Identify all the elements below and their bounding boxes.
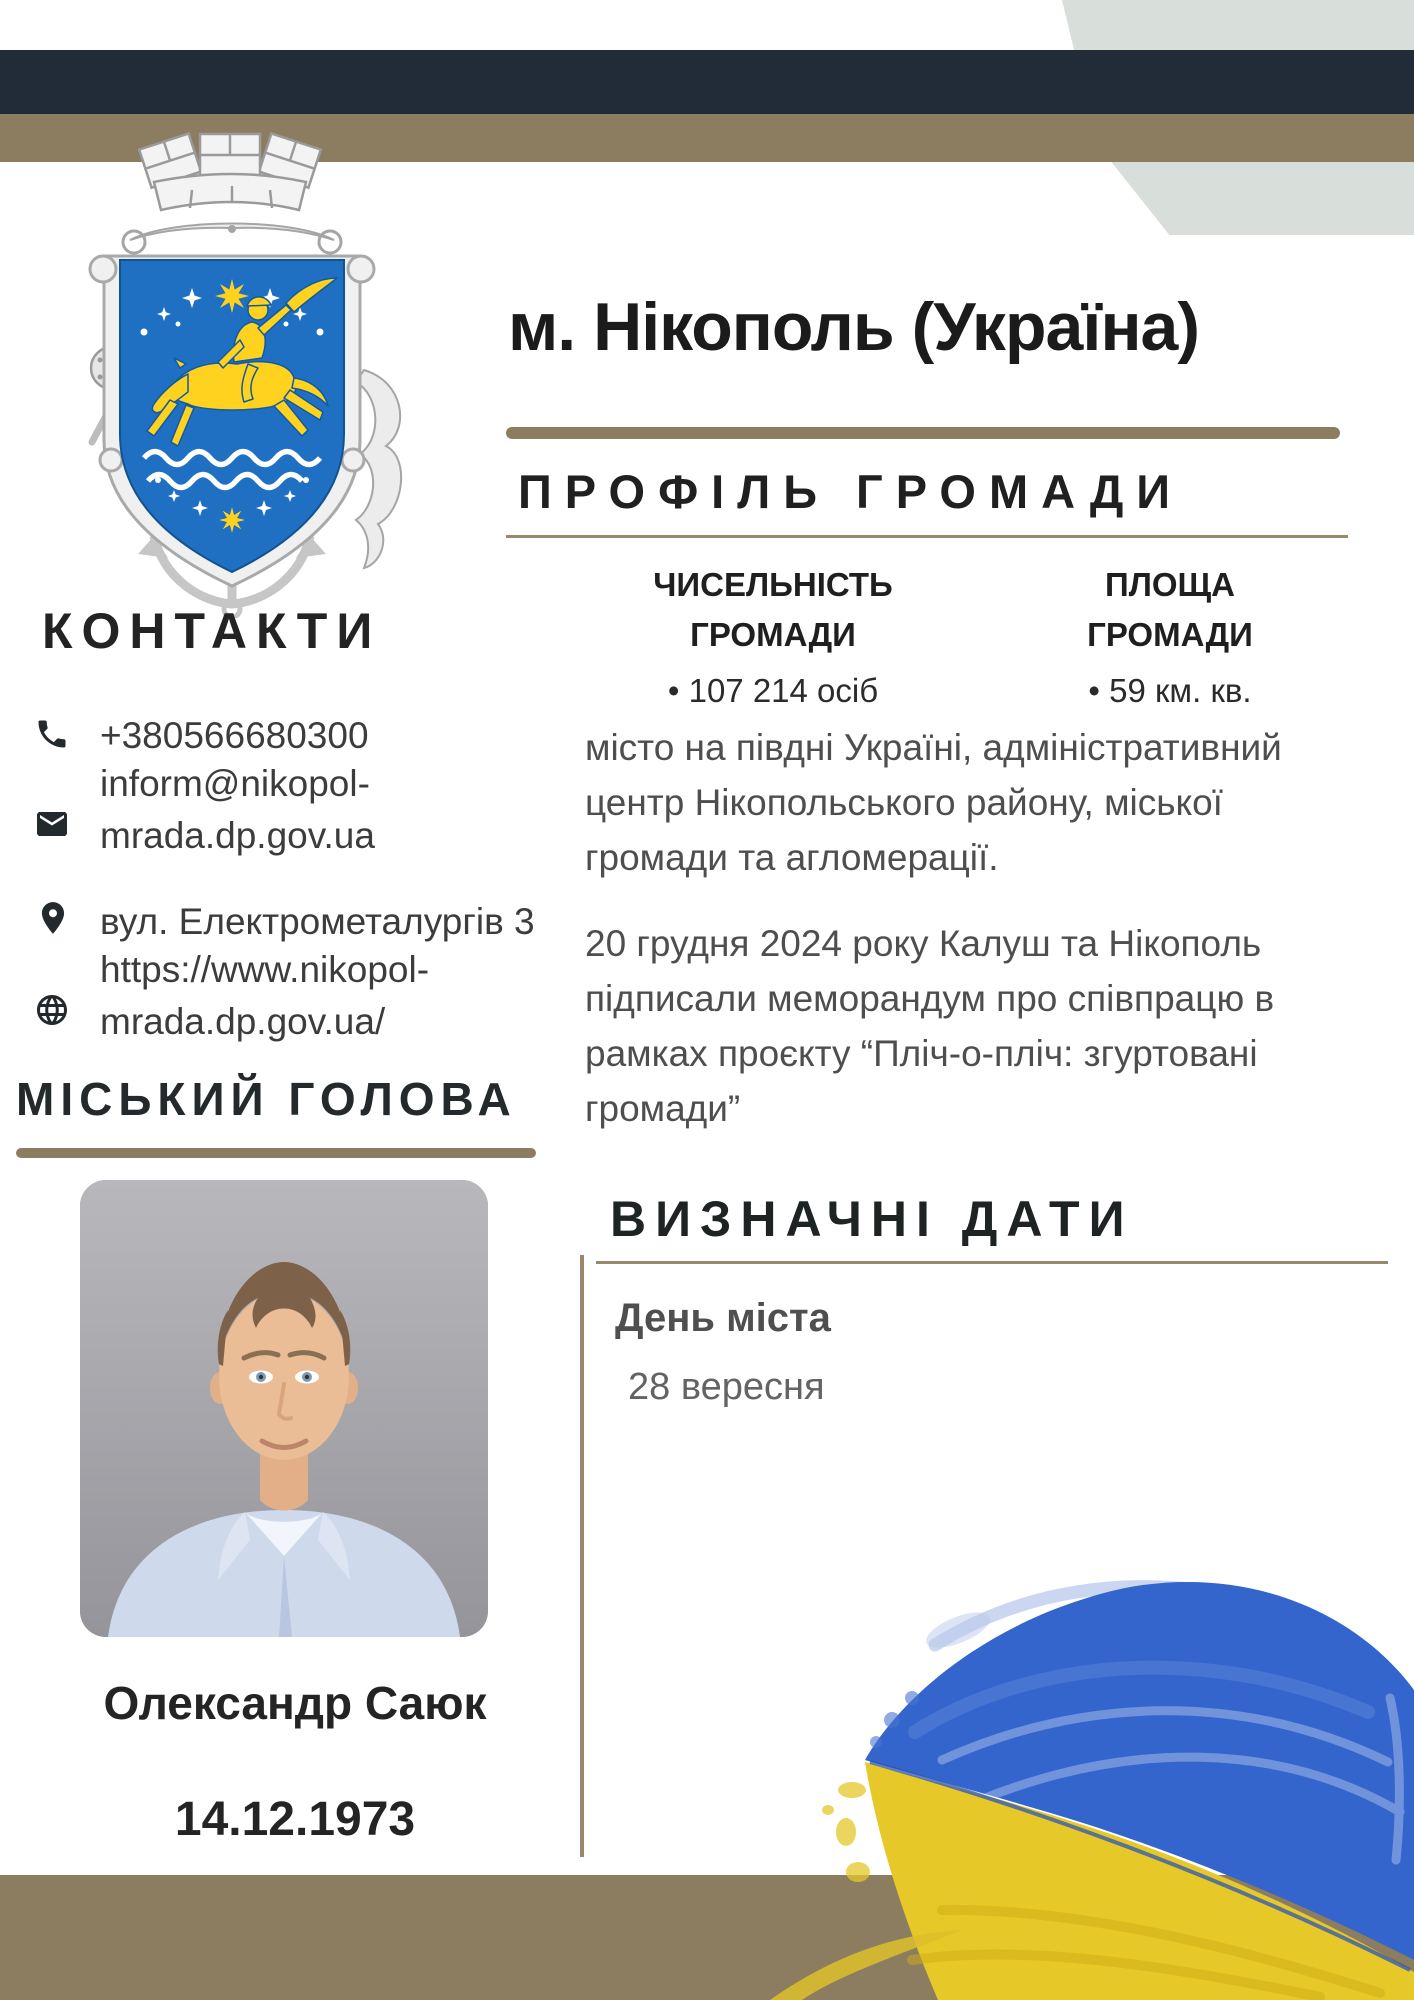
contact-phone: +380566680300 <box>100 715 369 756</box>
ukraine-flag-brush-illustration <box>680 1440 1414 2000</box>
profile-heading: ПРОФІЛЬ ГРОМАДИ <box>518 465 1184 518</box>
stat-population-label: ЧИСЕЛЬНІСТЬ ГРОМАДИ <box>653 566 893 653</box>
nikopol-coat-of-arms <box>42 128 422 618</box>
coat-of-arms-icon <box>42 128 422 618</box>
ukraine-flag-icon <box>680 1440 1414 2000</box>
mayor-heading: МІСЬКИЙ ГОЛОВА <box>16 1073 517 1125</box>
title-underline <box>506 427 1340 439</box>
notable-dates-horizontal-rule <box>596 1261 1388 1264</box>
contact-website-line1: https://www.nikopol- <box>100 949 430 990</box>
notable-dates-vertical-rule <box>580 1255 584 1857</box>
city-day-label: День міста <box>615 1296 831 1340</box>
mayor-portrait-image <box>80 1180 488 1637</box>
contact-website <box>100 944 429 1048</box>
contact-email <box>100 758 375 862</box>
mayor-birthdate: 14.12.1973 <box>174 1793 416 1846</box>
stat-area-value: • 59 км. кв. <box>1040 672 1300 710</box>
notable-dates-heading: ВИЗНАЧНІ ДАТИ <box>610 1191 1134 1247</box>
contact-address: вул. Електрометалургів 3 <box>100 901 535 942</box>
profile-heading-underline <box>506 535 1348 538</box>
mayor-name: Олександр Саюк <box>103 1677 487 1729</box>
contact-website-line2: mrada.dp.gov.ua/ <box>100 1001 386 1042</box>
stat-area-label: ПЛОЩА ГРОМАДИ <box>1087 566 1253 653</box>
phone-icon <box>34 716 70 752</box>
stat-population-value: • 107 214 осіб <box>608 672 938 710</box>
top-navy-bar <box>0 50 1414 114</box>
contacts-heading: КОНТАКТИ <box>42 603 382 659</box>
stat-population <box>608 560 938 710</box>
stat-area <box>1040 560 1300 710</box>
location-icon <box>34 896 72 940</box>
email-icon <box>34 806 70 842</box>
city-description-paragraph-2: 20 грудня 2024 року Калуш та Нікополь підписали меморандум про співпрацю в рамках проєкту “Пліч-о-пліч: згуртовані громади” <box>585 923 1275 1129</box>
city-description <box>585 720 1373 1167</box>
globe-icon <box>34 992 70 1028</box>
city-description-paragraph-1: місто на півдні Україні, адміністративний центр Нікопольського району, міської громади та агломерації. <box>585 727 1282 878</box>
city-day-value: 28 вересня <box>628 1366 825 1408</box>
mayor-photo <box>80 1180 488 1637</box>
contact-email-line2: mrada.dp.gov.ua <box>100 815 375 856</box>
contact-email-line1: inform@nikopol- <box>100 763 370 804</box>
mayor-heading-underline <box>16 1148 536 1158</box>
page-title: м. Нікополь (Україна) <box>508 289 1199 365</box>
